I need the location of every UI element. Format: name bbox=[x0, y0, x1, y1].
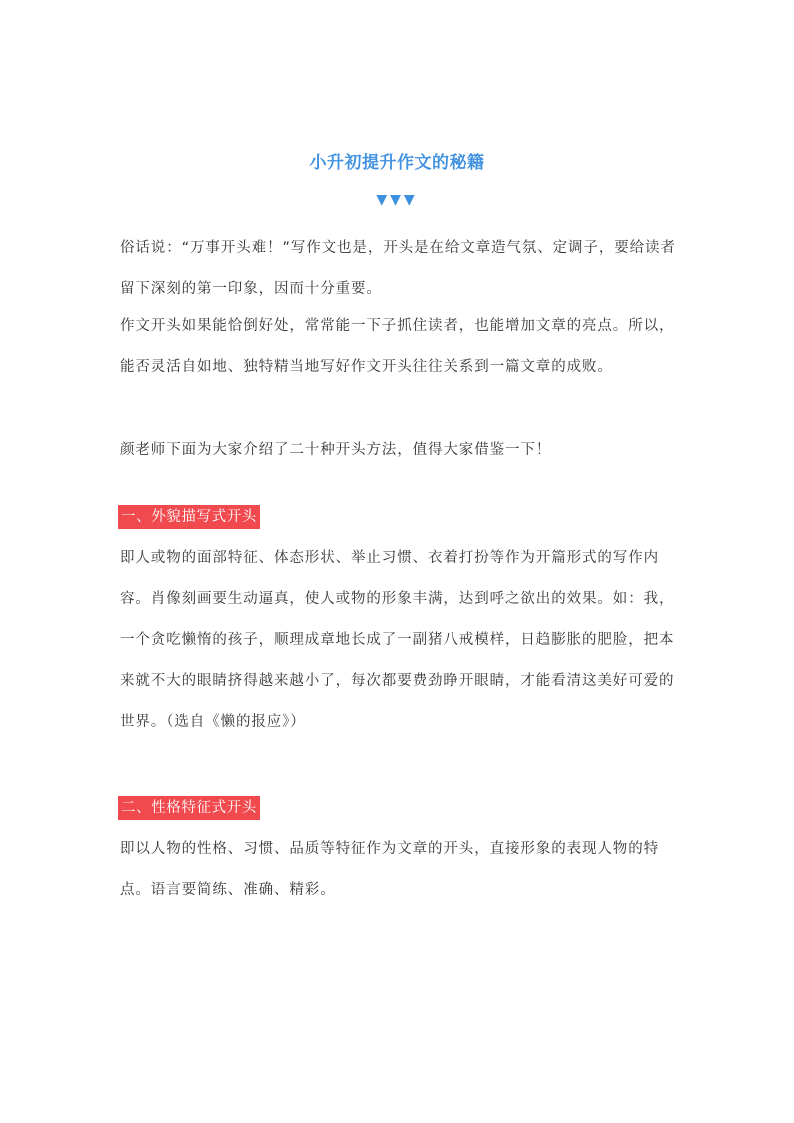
section-body-appearance: 即人或物的面部特征、体态形状、举止习惯、衣着打扮等作为开篇形式的写作内容。肖像刻画要生动逼真，使人或物的形象丰满，达到呼之欲出的效果。如：我，一个贪吃懒惰的孩子，顺理成章地长成了一副猪八戒模样，日趋膨胀的肥脸，把本来就不大的眼睛挤得越来越小了，每次都要费劲睁开眼睛，才能看清这美好可爱的世界。（选自《懒的报应》） bbox=[120, 550, 675, 730]
section-body-personality: 即以人物的性格、习惯、品质等特征作为文章的开头，直接形象的表现人物的特点。语言要简练、准确、精彩。 bbox=[120, 841, 659, 898]
intro-paragraph-1: 俗话说：“万事开头难！”写作文也是，开头是在给文章造气氛、定调子，要给读者留下深刻的第一印象，因而十分重要。 bbox=[120, 240, 676, 297]
page-title: 小升初提升作文的秘籍 bbox=[309, 153, 485, 173]
intro-paragraph-3: 颜老师下面为大家介绍了二十种开头方法，值得大家借鉴一下！ bbox=[120, 442, 552, 458]
section-heading-personality: 二、性格特征式开头 bbox=[118, 796, 260, 820]
intro-paragraph-2: 作文开头如果能恰倒好处，常常能一下子抓住读者，也能增加文章的亮点。所以，能否灵活自如地、独特精当地写好作文开头往往关系到一篇文章的成败。 bbox=[120, 318, 675, 375]
section-heading-appearance: 一、外貌描写式开头 bbox=[118, 505, 260, 529]
down-arrows-icon: ▼▼▼ bbox=[376, 192, 418, 208]
